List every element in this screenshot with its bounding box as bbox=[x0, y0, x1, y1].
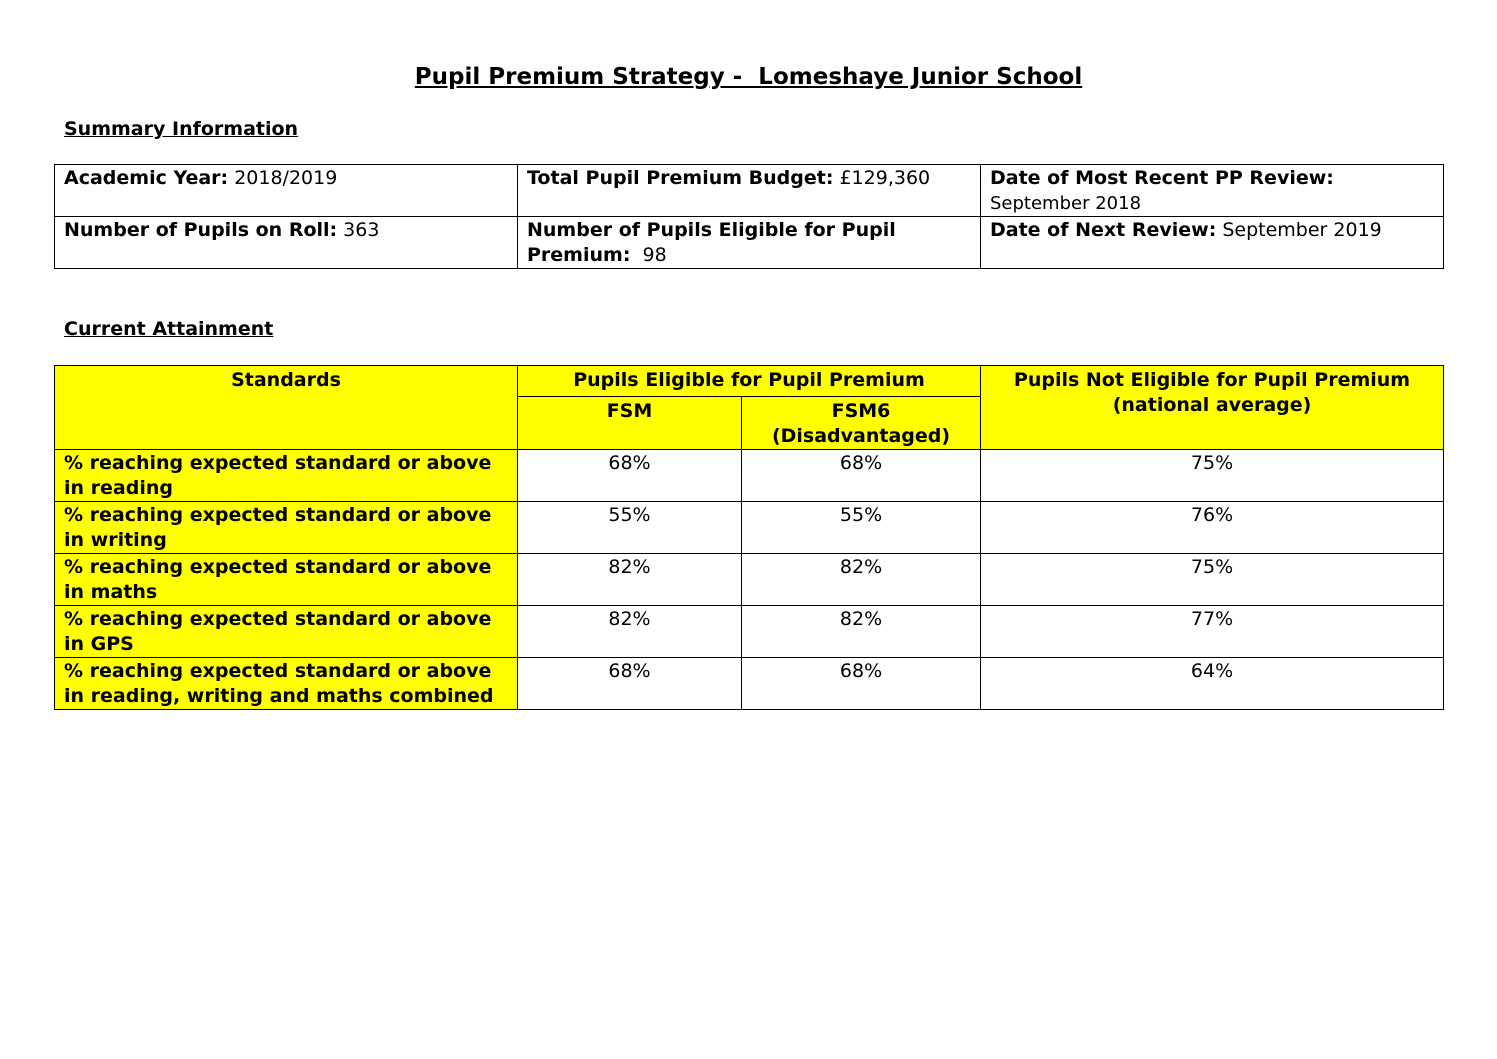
recent-review-label: Date of Most Recent PP Review: bbox=[990, 167, 1334, 189]
next-review-label: Date of Next Review: bbox=[990, 219, 1217, 241]
academic-year-value: 2018/2019 bbox=[228, 167, 338, 189]
standard-cell: % reaching expected standard or above in GPS bbox=[55, 606, 518, 658]
summary-table bbox=[54, 164, 1444, 269]
summary-cell-eligible-pupils bbox=[518, 217, 981, 269]
national-value: 76% bbox=[981, 502, 1444, 554]
fsm6-value: 82% bbox=[742, 606, 981, 658]
fsm-value: 55% bbox=[518, 502, 742, 554]
fsm-value: 82% bbox=[518, 606, 742, 658]
table-row bbox=[55, 606, 1444, 658]
pupils-on-roll-label: Number of Pupils on Roll: bbox=[64, 219, 338, 241]
table-row bbox=[55, 658, 1444, 710]
fsm6-value: 55% bbox=[742, 502, 981, 554]
page-title: Pupil Premium Strategy - Lomeshaye Junior School bbox=[414, 64, 1083, 90]
fsm6-value: 68% bbox=[742, 658, 981, 710]
summary-row bbox=[55, 165, 1444, 217]
summary-cell-budget bbox=[518, 165, 981, 217]
fsm-value: 68% bbox=[518, 658, 742, 710]
budget-label: Total Pupil Premium Budget: bbox=[527, 167, 834, 189]
summary-cell-pupils-on-roll bbox=[55, 217, 518, 269]
national-value: 77% bbox=[981, 606, 1444, 658]
fsm-header: FSM bbox=[518, 397, 742, 450]
national-value: 75% bbox=[981, 554, 1444, 606]
standards-header: Standards bbox=[55, 366, 518, 450]
summary-cell-academic-year bbox=[55, 165, 518, 217]
standard-cell: % reaching expected standard or above in reading, writing and maths combined bbox=[55, 658, 518, 710]
summary-cell-next-review bbox=[981, 217, 1444, 269]
fsm-value: 68% bbox=[518, 450, 742, 502]
fsm6-value: 82% bbox=[742, 554, 981, 606]
eligible-pupils-label: Number of Pupils Eligible for Pupil Premium: bbox=[527, 219, 896, 266]
table-row bbox=[55, 554, 1444, 606]
eligible-header: Pupils Eligible for Pupil Premium bbox=[518, 366, 981, 397]
pupils-on-roll-value: 363 bbox=[337, 219, 380, 241]
academic-year-label: Academic Year: bbox=[64, 167, 229, 189]
table-row bbox=[55, 502, 1444, 554]
recent-review-value: September 2018 bbox=[990, 193, 1142, 214]
attainment-heading: Current Attainment bbox=[64, 318, 274, 340]
not-eligible-header: Pupils Not Eligible for Pupil Premium (national average) bbox=[981, 366, 1444, 450]
summary-cell-recent-review bbox=[981, 165, 1444, 217]
standard-cell: % reaching expected standard or above in maths bbox=[55, 554, 518, 606]
table-row bbox=[55, 450, 1444, 502]
national-value: 64% bbox=[981, 658, 1444, 710]
budget-value: £129,360 bbox=[833, 167, 931, 189]
summary-row bbox=[55, 217, 1444, 269]
next-review-value: September 2019 bbox=[1216, 219, 1382, 241]
standard-cell: % reaching expected standard or above in writing bbox=[55, 502, 518, 554]
fsm-value: 82% bbox=[518, 554, 742, 606]
standard-cell: % reaching expected standard or above in reading bbox=[55, 450, 518, 502]
national-value: 75% bbox=[981, 450, 1444, 502]
eligible-pupils-value: 98 bbox=[630, 244, 667, 266]
summary-heading: Summary Information bbox=[64, 118, 299, 140]
header-row bbox=[55, 366, 1444, 397]
fsm6-header: FSM6 (Disadvantaged) bbox=[742, 397, 981, 450]
fsm6-value: 68% bbox=[742, 450, 981, 502]
attainment-table bbox=[54, 365, 1444, 710]
